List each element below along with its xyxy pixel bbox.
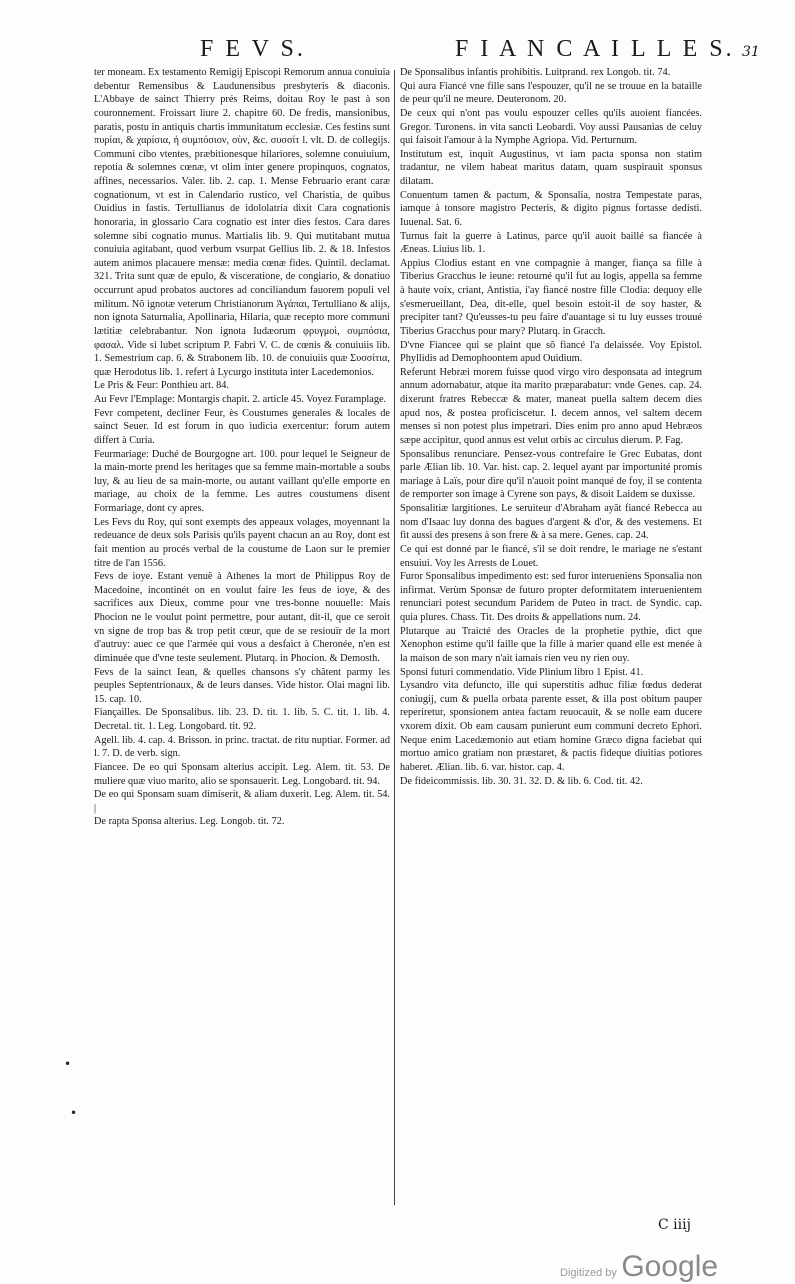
left-paragraph: Fevs de la sainct Iean, & quelles chansons s'y chãtent parmy les peuples Septentrionaux, & de leurs danses. Vide histor. Olai magni lib. 15. cap. 10.	[94, 666, 390, 705]
left-paragraph: Fevs de ioye. Estant venuë à Athenes la mort de Philippus Roy de Macedoine, incontinét on en voulut faire les feus de ioye, & des sacrifices aux Dieux, comme pour vne tres-bonne nouuelle: Mais Phocion ne le voulut point permettre, pour autant, dit-il, que ce seroit vn signe de trop bas & trop petit cœur, que de se resiouïr de la mort d'autruy: auec ce que l'armée qui vous a desfaict à Cheronée, n'en est diminuée que d'vne teste seulement. Plutarq. in Phocion. & Demosth.	[94, 571, 390, 664]
right-paragraph: Turnus fait la guerre à Latinus, parce qu'il auoit baillé sa fiancée à Æneas. Liuius lib. 1.	[400, 230, 702, 256]
right-paragraph: Referunt Hebræi morem fuisse quod virgo viro desponsata ad integrum annum adornabatur, atque ita marito præparabatur: vnde Genes. cap. 24. dixerunt fratres Rebeccæ & mater, maneat puella saltem decem dies apud nos, & postea proficiscetur. I. decem annos, vel saltem decem menses si non potest plus impetrari. Dies enim pro anno apud Hebræos sæpe accipitur, quod annus est velut orbis ac circulus dierum. P. Fag.	[400, 366, 702, 446]
margin-mark-icon: •	[64, 1057, 72, 1071]
watermark-prefix: Digitized by	[560, 1267, 617, 1279]
left-paragraph: Feurmariage: Duché de Bourgogne art. 100. pour lequel le Seigneur de la main-morte prend les heritages que sa femme main-mortable a soubs luy, & au lieu de sa main-morte, ou autant vaillant qu'elle emporte en mariage, au choix de la femme. Les autres coustumens disent Formariage, dont cy apres.	[94, 448, 390, 514]
right-paragraph: Sponsalitiæ largitiones. Le seruiteur d'Abraham ayãt fiancé Rebecca au nom d'Isaac luy donna des bagues d'argent & d'or, & des vestemens. Et fit aussi des presens à son frere & à sa mere. Genes. cap. 24.	[400, 503, 702, 542]
right-paragraph: Plutarque au Traicté des Oracles de la prophetie pythie, dict que Xenophon estime qu'il faille que la fille à marier quand elle est menée à la maison de son mary n'ait iamais rien veu ny rien ouy.	[400, 625, 702, 664]
google-logo: Google	[621, 1250, 719, 1283]
right-paragraph: De ceux qui n'ont pas voulu espouzer celles qu'ils auoient fiancées. Gregor. Turonens. in vita sancti Leobardi. Voy aussi Pausanias de celuy qui faisoit l'amour à la Nymphe Agriopa. Vid. Perturnum.	[400, 107, 702, 147]
right-paragraph: Conuentum tamen & pactum, & Sponsalia, nostra Tempestate paras, iamque à tonsore magistro Pecteris, & digito pignus fortasse dedisti. Iuuenal. Sat. 6.	[400, 189, 702, 228]
left-paragraph: De eo qui Sponsam suam dimiserit, & aliam duxerit. Leg. Alem. tit. 54. |	[94, 789, 390, 814]
digitized-watermark	[560, 1250, 718, 1284]
left-paragraph: Agell. lib. 4. cap. 4. Brisson. in princ. tractat. de ritu nuptiar. Former. ad l. 7. D. de verb. sign.	[94, 734, 390, 760]
signature-mark: C iiij	[658, 1217, 691, 1233]
right-paragraph: Qui aura Fiancé vne fille sans l'espouzer, qu'il ne se trouue en la bataille de peur qu'il ne meure. Deuteronom. 20.	[400, 80, 702, 106]
right-paragraph: De fideicommissis. lib. 30. 31. 32. D. & lib. 6. Cod. tit. 42.	[400, 775, 643, 787]
left-paragraph: Les Fevs du Roy, qui sont exempts des appeaux volages, moyennant la redeuance de deux sols Parisis qu'ils payent chacun an au Roy, dont est fait mention au procés verbal de la coustume de Laon sur le premier titre de l'an 1556.	[94, 516, 390, 569]
right-paragraph: D'vne Fiancee qui se plaint que sõ fiancé l'a delaissée. Voy Epistol. Phyllidis ad Demophoontem apud Ouidium.	[400, 339, 702, 365]
right-paragraph: Furor Sponsalibus impedimento est: sed furor interueniens Sponsalia non infirmat. Verùm Sponsæ de futuro propter deformitatem interuenientem renunciari potest secundum Paridem de Puteo in tract. de Syndic. cap. quia plures. Chass. Tit. Des droits & appellations num. 24.	[400, 571, 703, 623]
left-paragraph: Fiançailles. De Sponsalibus. lib. 23. D. tit. 1. lib. 5. C. tit. 1. lib. 4. Decretal. tit. 1. Leg. Longobard. tit. 92.	[94, 707, 390, 732]
right-paragraph: Sponsi futuri commendatio. Vide Plinium libro 1 Epist. 41.	[400, 666, 644, 678]
right-paragraph: Appius Clodius estant en vne compagnie à manger, fiança sa fille à Tiberius Gracchus le ieune: retourné qu'il fut au logis, appella sa femme à haute voix, criant, Antistia, i'ay fiancé nostre fille Clodia: dequoy elle s'esmerueillant, Dea, dit-elle, quel besoin estoit-il de soy haster, & precipiter tant? Qu'eusses-tu peu faire d'auantage si tu luy eusses trouué Tiberius Gracchus pour mary? Plutarq. in Gracch.	[400, 257, 702, 337]
right-paragraph: Ce qui est donné par le fiancé, s'il se doit rendre, le mariage ne s'estant ensuiui. Voy les Arrests de Louet.	[400, 543, 702, 569]
left-paragraph: Au Fevr l'Emplage: Montargis chapit. 2. article 45. Voyez Furamplage.	[94, 394, 387, 405]
left-paragraph: Le Pris & Feur: Ponthieu art. 84.	[94, 380, 229, 392]
right-paragraph: De Sponsalibus infantis prohibitis. Luitprand. rex Longob. tit. 74.	[400, 67, 671, 78]
margin-mark-icon: •	[70, 1106, 78, 1120]
left-paragraph: ter moneam. Ex testamento Remigij Episcopi Remorum annua conuiuia debentur Remensibus & Laudunensibus presbyteris & diaconis. L'Abbaye de sainct Thierry prés Reims, doitau Roy le past à son couronnement. Froissart liure 2. chapitre 60. De fredis, mansionibus, paratis, postu in antiquis chartis immunitatum ecclesiæ. Ces festins sunt πυρίαι, & χαρίσια, ἡ συμπόσιον, σὺν, &c. συσσίτ l. vlt. D. de collegijs. Communi cibo vtentes, præbitionesque hilariores, solemne conuiuium, repotia & solemnes cœnæ, vt olim inter genere propinquos, cognatos, affines, necessarios. Valer. lib. 2. cap. 1. Mense Februario erant caræ cognationum, vt est in Calendario rustico, vel Charistia, de quibus Ouidius in fastis. Tertullianus de idololatria dixit Cara cognationis honoraria, in glossario Cara cognatio est inter dies festos. Cara dares solemne sibi cognatio munus. Martialis lib. 9. Qui mutitabant mutua conuiuia agitabant, quod verbum vsurpat Gellius lib. 2. & 18. Infestos autem animos placauere mensæ: media cœnæ fides. Quintil. declamat. 321. Trita sunt quæ de epulo, & visceratione, de congiario, & donatiuo occurrunt apud probatos auctores ad conciliandum fauorem populi vel militum. Nõ ignotæ veterum Christianorum Ἀγάπαι, Tertulliano & alijs, non ignota Saturnalia, Apollinaria, Hilaria, quæ recepto more communi lætitiæ celebrabantur. Non ignota Iudæorum φρυγμοὶ, συμπόσια, φασαλ. Vide si lubet scriptum P. Fabri V. C. de cœnis & conuiuiis lib. 1. Semestrium cap. 6. & Strabonem lib. 10. de conuiuiis quæ Συσσίτια, quæ Herodotus lib. 1. refert à Lycurgo instituta inter Lacedemonios.	[94, 67, 390, 378]
right-paragraph: Lysandro vita defuncto, ille qui superstitis adhuc filiæ fœdus dederat coniugij, cum & puella orbata parente esset, & illa post obitum pauper reperiretur, sponsionem antea factam reuocauit, & se nolle eam ducere vxorem dixit. Ob eam causam punierunt eum communi decreto Ephori. Neque enim Lacedæmonio aut etiam homine Græco digna faciebat qui mortuo amico gratiam non præstaret, & pactis fideque diuitias potiores haberet. Ælian. lib. 6. var. histor. cap. 4.	[400, 680, 702, 773]
column-divider	[394, 70, 395, 1205]
page-number: 31	[742, 44, 760, 60]
left-paragraph: De rapta Sponsa alterius. Leg. Longob. tit. 72.	[94, 816, 285, 828]
right-paragraph: Sponsalibus renunciare. Pensez-vous contrefaire le Grec Eubatas, dont parle Ælian lib. 10. Var. hist. cap. 2. lequel ayant par importunité promis mariage à Laïs, pour dire qu'il n'auoit point manqué de foy, il se contenta de remporter son image à Cyrene son pays, & disoit Laidem se duxisse.	[400, 448, 702, 501]
running-head-right: F I A N C A I L L E S.	[455, 36, 735, 62]
right-column	[400, 66, 702, 788]
left-column	[94, 66, 390, 829]
right-paragraph: Institutum est, inquit Augustinus, vt iam pacta sponsa non statim tradantur, ne vilem habeat maritus datam, quam suspirauit sponsus dilatam.	[400, 148, 702, 187]
running-head-left: F E V S.	[200, 36, 306, 62]
left-paragraph: Fevr competent, decliner Feur, ès Coustumes generales & locales de sainct Seuer. Id est forum in quo iudicia exercentur: forum autem differt à Curia.	[94, 407, 390, 446]
left-paragraph: Fiancee. De eo qui Sponsam alterius accipit. Leg. Alem. tit. 53. De muliere quæ viuo marito, alio se sponsauerit. Leg. Longobard. tit. 94.	[94, 761, 390, 787]
